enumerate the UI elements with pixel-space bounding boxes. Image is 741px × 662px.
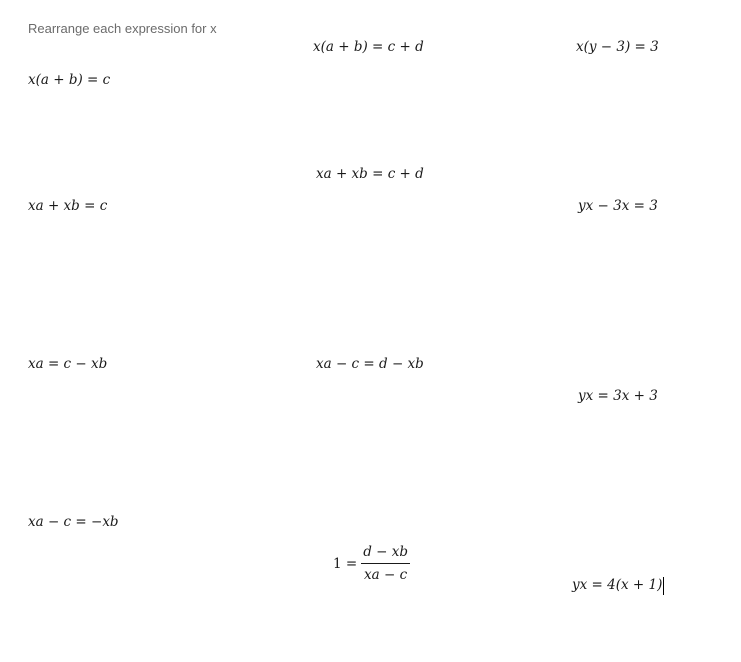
- fraction-equation[interactable]: [333, 543, 410, 584]
- text-cursor: [663, 577, 664, 595]
- page-heading: Rearrange each expression for x: [28, 21, 217, 36]
- equation-left-3[interactable]: xa = c − xb: [28, 356, 108, 372]
- fraction-lhs: 1 =: [333, 555, 358, 572]
- equation-left-4[interactable]: xa − c = −xb: [28, 514, 119, 530]
- equation-left-2[interactable]: xa + xb = c: [28, 198, 108, 214]
- fraction-numerator: d − xb: [361, 543, 410, 564]
- equation-right-4-wrap[interactable]: [572, 576, 664, 595]
- fraction-denominator: xa − c: [364, 567, 408, 583]
- equation-middle-3[interactable]: xa − c = d − xb: [316, 356, 424, 372]
- equation-left-1[interactable]: x(a + b) = c: [28, 72, 111, 88]
- equation-right-3[interactable]: yx = 3x + 3: [578, 388, 658, 404]
- equation-right-4: yx = 4(x + 1): [572, 577, 663, 593]
- fraction: [361, 543, 410, 584]
- equation-middle-2[interactable]: xa + xb = c + d: [316, 166, 424, 182]
- equation-right-2[interactable]: yx − 3x = 3: [578, 198, 658, 214]
- equation-right-1[interactable]: x(y − 3) = 3: [576, 39, 659, 55]
- equation-middle-1[interactable]: x(a + b) = c + d: [313, 39, 424, 55]
